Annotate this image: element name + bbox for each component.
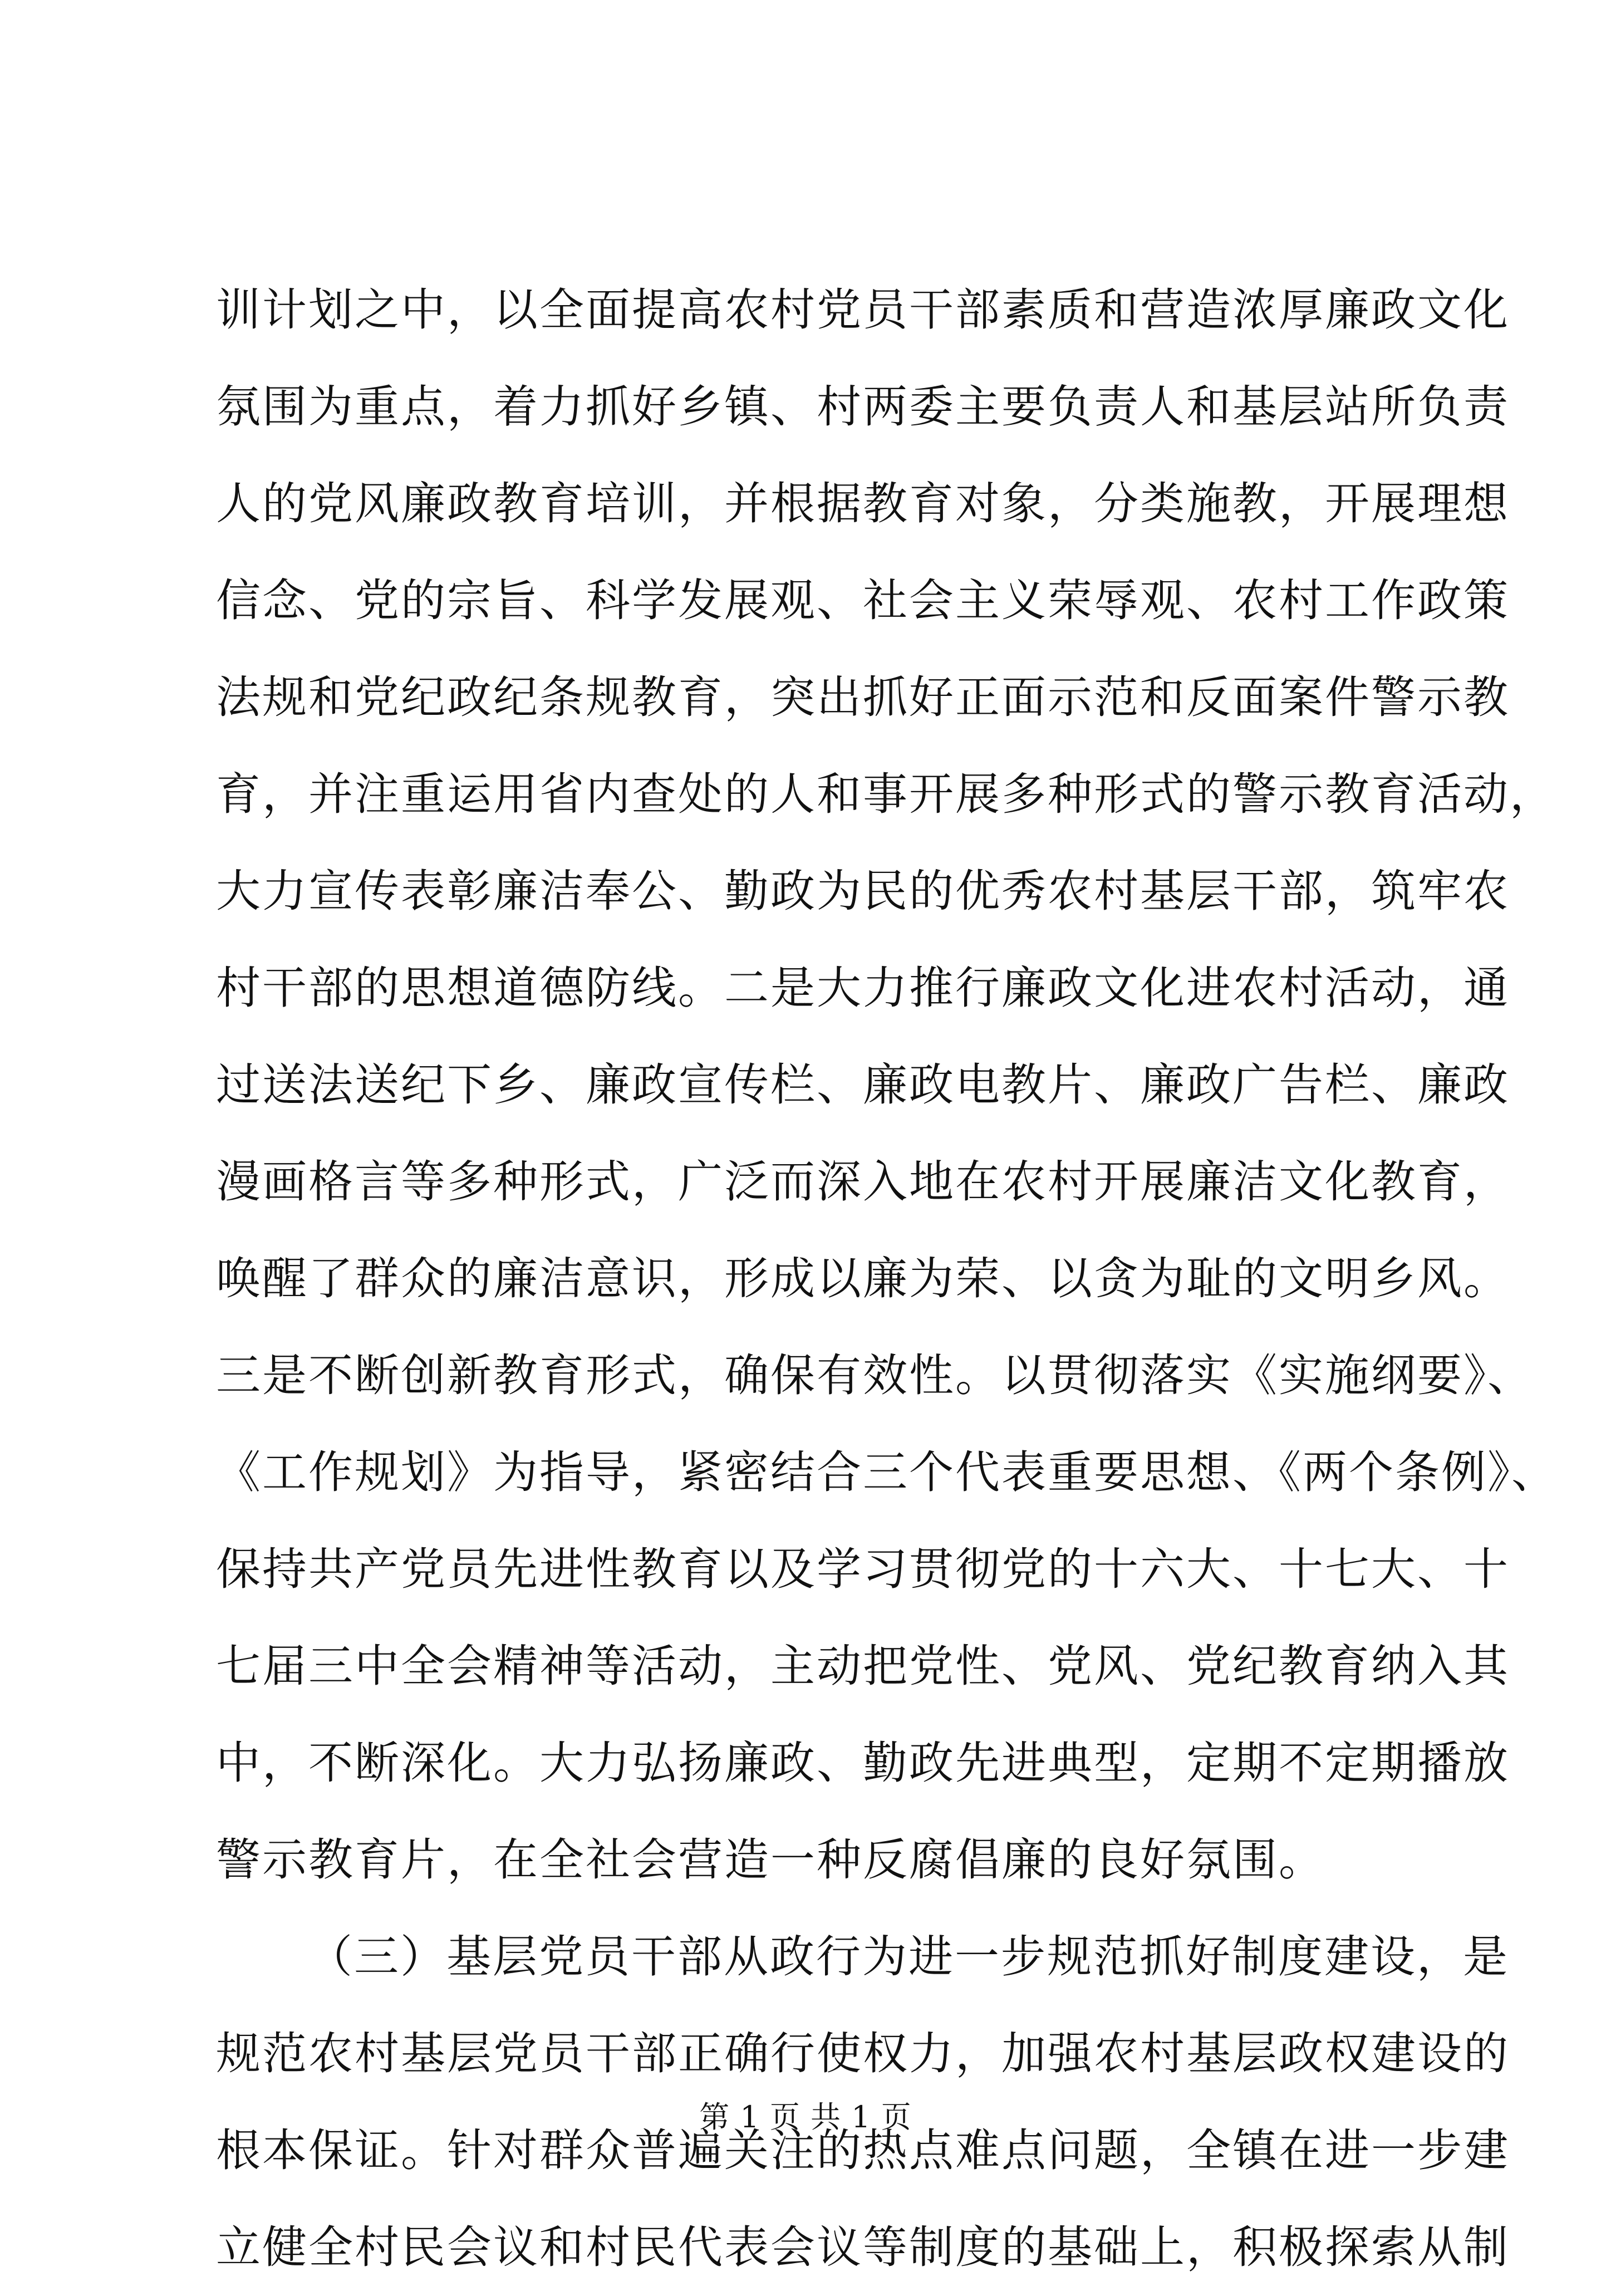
- text-line: 育，并注重运用省内查处的人和事开展多种形式的警示教育活动，: [216, 768, 1556, 820]
- text-line: 七届三中全会精神等活动，主动把党性、党风、党纪教育纳入其: [216, 1640, 1510, 1692]
- text-line: 信念、党的宗旨、科学发展观、社会主义荣辱观、农村工作政策: [216, 575, 1510, 626]
- text-line: 保持共产党员先进性教育以及学习贯彻党的十六大、十七大、十: [216, 1543, 1510, 1595]
- text-line: 《工作规划》为指导，紧密结合三个代表重要思想、《两个条例》、: [216, 1446, 1558, 1498]
- paragraph-start-line: （三）基层党员干部从政行为进一步规范抓好制度建设，是: [308, 1931, 1509, 1983]
- text-line: 根本保证。针对群众普遍关注的热点难点问题，全镇在进一步建: [216, 2125, 1510, 2176]
- text-line: 警示教育片，在全社会营造一种反腐倡廉的良好氛围。: [216, 1834, 1325, 1886]
- text-line: 中，不断深化。大力弘扬廉政、勤政先进典型，定期不定期播放: [216, 1737, 1510, 1789]
- text-line: 立健全村民会议和村民代表会议等制度的基础上，积极探索从制: [216, 2221, 1510, 2273]
- text-line: 唤醒了群众的廉洁意识，形成以廉为荣、以贪为耻的文明乡风。: [216, 1253, 1510, 1304]
- page-number-footer: 第 1 页 共 1 页: [699, 2099, 912, 2135]
- text-line: 人的党风廉政教育培训，并根据教育对象，分类施教，开展理想: [216, 478, 1510, 529]
- text-line: 训计划之中，以全面提高农村党员干部素质和营造浓厚廉政文化: [216, 284, 1510, 336]
- text-line: 三是不断创新教育形式，确保有效性。以贯彻落实《实施纲要》、: [216, 1350, 1534, 1401]
- text-line: 漫画格言等多种形式，广泛而深入地在农村开展廉洁文化教育，: [216, 1156, 1510, 1208]
- body-text: [216, 262, 1558, 2296]
- text-line: 大力宣传表彰廉洁奉公、勤政为民的优秀农村基层干部，筑牢农: [216, 865, 1510, 917]
- text-line: 村干部的思想道德防线。二是大力推行廉政文化进农村活动，通: [216, 962, 1510, 1014]
- text-line: 规范农村基层党员干部正确行使权力，加强农村基层政权建设的: [216, 2028, 1510, 2079]
- text-line: 氛围为重点，着力抓好乡镇、村两委主要负责人和基层站所负责: [216, 381, 1510, 433]
- text-line: 过送法送纪下乡、廉政宣传栏、廉政电教片、廉政广告栏、廉政: [216, 1059, 1510, 1111]
- text-line: 法规和党纪政纪条规教育，突出抓好正面示范和反面案件警示教: [216, 671, 1510, 723]
